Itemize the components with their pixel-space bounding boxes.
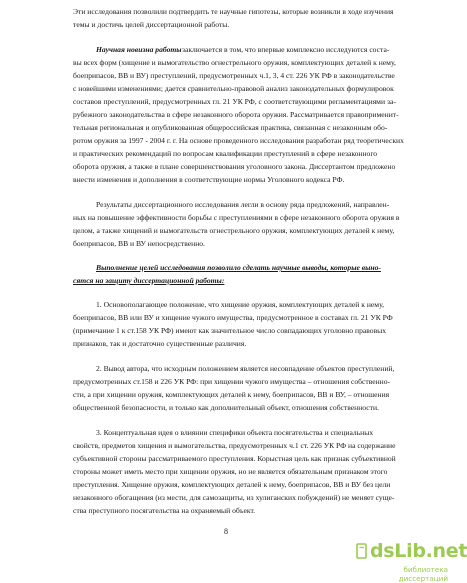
text-segment: 2. Вывод автора, что исходным положением является несовпадение объектов преступлений, — [96, 364, 395, 373]
page-number: 8 — [224, 527, 228, 536]
text-segment: ных на повышение эффективности борьбы с преступлениями в сфере незаконного оборота оружия в — [73, 213, 400, 222]
text-segment: составов преступлений, предусмотренных гл. 21 УК РФ, с соответствующими регламентациями за- — [73, 97, 396, 106]
text-segment: Выполнение целей исследования позволило сделать научные выводы, которые выно- — [96, 263, 381, 272]
text-segment: боеприпасов, ВВ и ВУ непосредственно. — [73, 239, 205, 248]
text-segment: предусмотренных ст.158 и 226 УК РФ: при хищении чужого имущества – отношения собственно- — [73, 377, 391, 386]
text-segment: Научная новизна работы — [96, 45, 182, 54]
text-segment: 1. Основополагающее положение, что хищение оружия, комплектующих деталей к нему, — [96, 300, 385, 309]
text-segment: свойств, предметов хищения и вымогательства, предусмотренных ч.1 ст. 226 УК РФ на содержание — [73, 441, 396, 450]
text-segment: незаконного обогащения (из мести, для самозащиты, из хулиганских побуждений) не меняет суще- — [73, 493, 395, 502]
text-segment: 3. Концептуальная идея о влиянии специфики объекта посягательства и специальных — [96, 428, 374, 437]
text-segment: темы и достичь целей диссертационной работы. — [73, 20, 230, 29]
text-segment: Эти исследования позволили подтвердить те научные гипотезы, которые возникли в ходе изучения — [73, 7, 394, 16]
text-segment: Результаты диссертационного исследования легли в основу ряда предложений, направлен- — [96, 200, 390, 209]
text-segment: и практических рекомендаций по вопросам квалификации преступлений в сфере незаконного — [73, 149, 378, 158]
text-segment: боеприпасов, ВВ или ВУ и хищение чужого имущества, предусмотренное в составах гл. 21 УК РФ — [73, 313, 393, 322]
text-segment: тельная региональная и опубликованная общероссийская практика, связанная с незаконным обо- — [73, 123, 388, 132]
watermark-subtitle: библиотека диссертаций — [398, 565, 448, 583]
watermark-logo — [356, 540, 467, 583]
watermark-brand: dsLib.net — [370, 540, 467, 562]
text-segment: ства преступного посягательства на охраняемый объект. — [73, 506, 256, 515]
text-segment: боеприпасов, ВВ и ВУ) преступлений, предусмотренных ч.1, 3, 4 ст. 226 УК РФ в законодательстве — [73, 71, 395, 80]
text-segment: субъективной стороны рассматриваемого преступления. Корыстная цель как признак субъективной — [73, 454, 396, 463]
text-segment: общественной безопасности, и только как дополнительный объект, отношения собственности. — [73, 403, 379, 412]
text-segment: сти, а при хищении оружия, комплектующих деталей к нему, боеприпасов, ВВ и ВУ, – отношения — [73, 390, 390, 399]
text-segment: (примечание 1 к ст.158 УК РФ) имеют как значительное число совпадающих уголовно правовых — [73, 326, 387, 335]
text-segment: целом, а также хищений и вымогательств огнестрельного оружия, комплектующих деталей к нему, — [73, 226, 395, 235]
text-segment: признаков, так и достаточно существенные различия. — [73, 339, 247, 348]
text-segment: внести изменения и дополнения в соответствующие нормы Уголовного кодекса РФ. — [73, 175, 345, 184]
text-segment: ротом оружия за 1997 - 2004 г. г. На основе проведенного исследования разработан ряд теоретических — [73, 136, 404, 145]
text-segment: сятся на защиту диссертационной работы: — [73, 276, 225, 285]
text-segment: оборота оружия, а также в плане совершенствования уголовного закона. Диссертантом предложено — [73, 162, 396, 171]
text-segment: стороны может иметь место при хищении оружия, но не является обязательным признаком этого — [73, 467, 388, 476]
text-segment: вы всех форм (хищение и вымогательство огнестрельного оружия, комплектующих деталей к нему, — [73, 58, 396, 67]
book-icon — [356, 543, 368, 559]
text-segment: заключается в том, что впервые комплексно исследуются соста- — [182, 45, 390, 54]
text-segment: рубежного законодательства в сфере незаконного оборота оружия. Рассматривается правоприменит- — [73, 110, 399, 119]
text-segment: преступления. Хищение оружия, комплектующих деталей к нему, боеприпасов, ВВ и ВУ без цели — [73, 480, 391, 489]
text-segment: с новейшими изменениями; дается сравнительно-правовой анализ законодательных формулировок — [73, 84, 394, 93]
